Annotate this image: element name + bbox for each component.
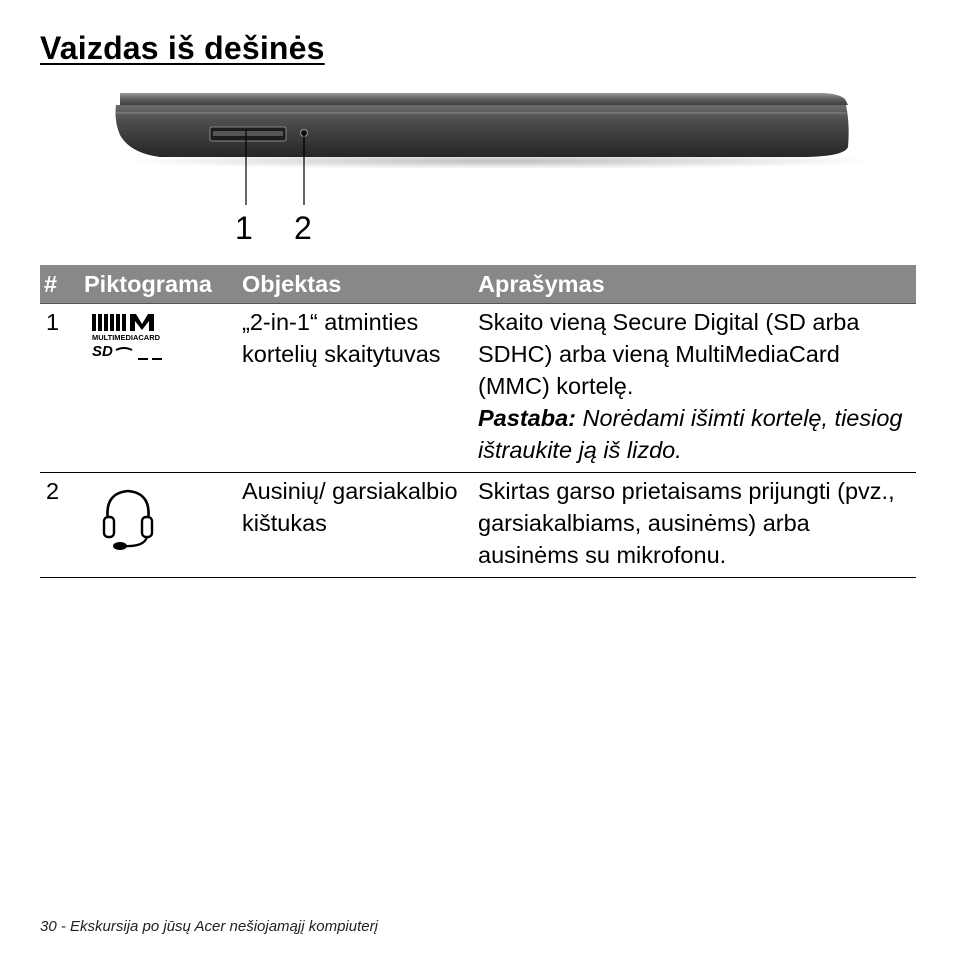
row-description: Skaito vieną Secure Digital (SD arba SDHC) arba vieną MultiMediaCard (MMC) kortelę. (478, 309, 860, 399)
ports-table (40, 265, 916, 578)
page-title: Vaizdas iš dešinės (40, 30, 325, 66)
laptop-right-side-illustration (100, 85, 880, 215)
row-number: 1 (40, 304, 80, 473)
headset-icon (98, 483, 158, 551)
header-icon: Piktograma (80, 265, 238, 304)
svg-text:SD: SD (92, 343, 113, 360)
header-description: Aprašymas (474, 265, 916, 304)
callout-2: 2 (294, 210, 312, 246)
row-description: Skirtas garso prietaisams prijungti (pvz., garsiakalbiams, ausinėms) arba ausinėms su mikrofonu. (474, 473, 916, 578)
callout-1: 1 (235, 210, 253, 246)
table-row (40, 304, 916, 473)
header-object: Objektas (238, 265, 474, 304)
page-footer: 30 - Ekskursija po jūsų Acer nešiojamąjį kompiuterį (40, 918, 378, 935)
row-number: 2 (40, 473, 80, 578)
note-label: Pastaba: (478, 405, 576, 431)
note-text: Norėdami išimti kortelę, tiesiog ištraukite ją iš lizdo. (478, 405, 903, 463)
svg-text:MULTIMEDIACARD: MULTIMEDIACARD (92, 335, 160, 342)
table-header-row (40, 265, 916, 304)
mmc-sd-card-icon (90, 312, 166, 364)
table-row (40, 473, 916, 578)
row-object: Ausinių/ garsiakalbio kištukas (238, 473, 474, 578)
row-object: „2-in-1“ atminties kortelių skaitytuvas (238, 304, 474, 473)
header-number: # (40, 265, 80, 304)
